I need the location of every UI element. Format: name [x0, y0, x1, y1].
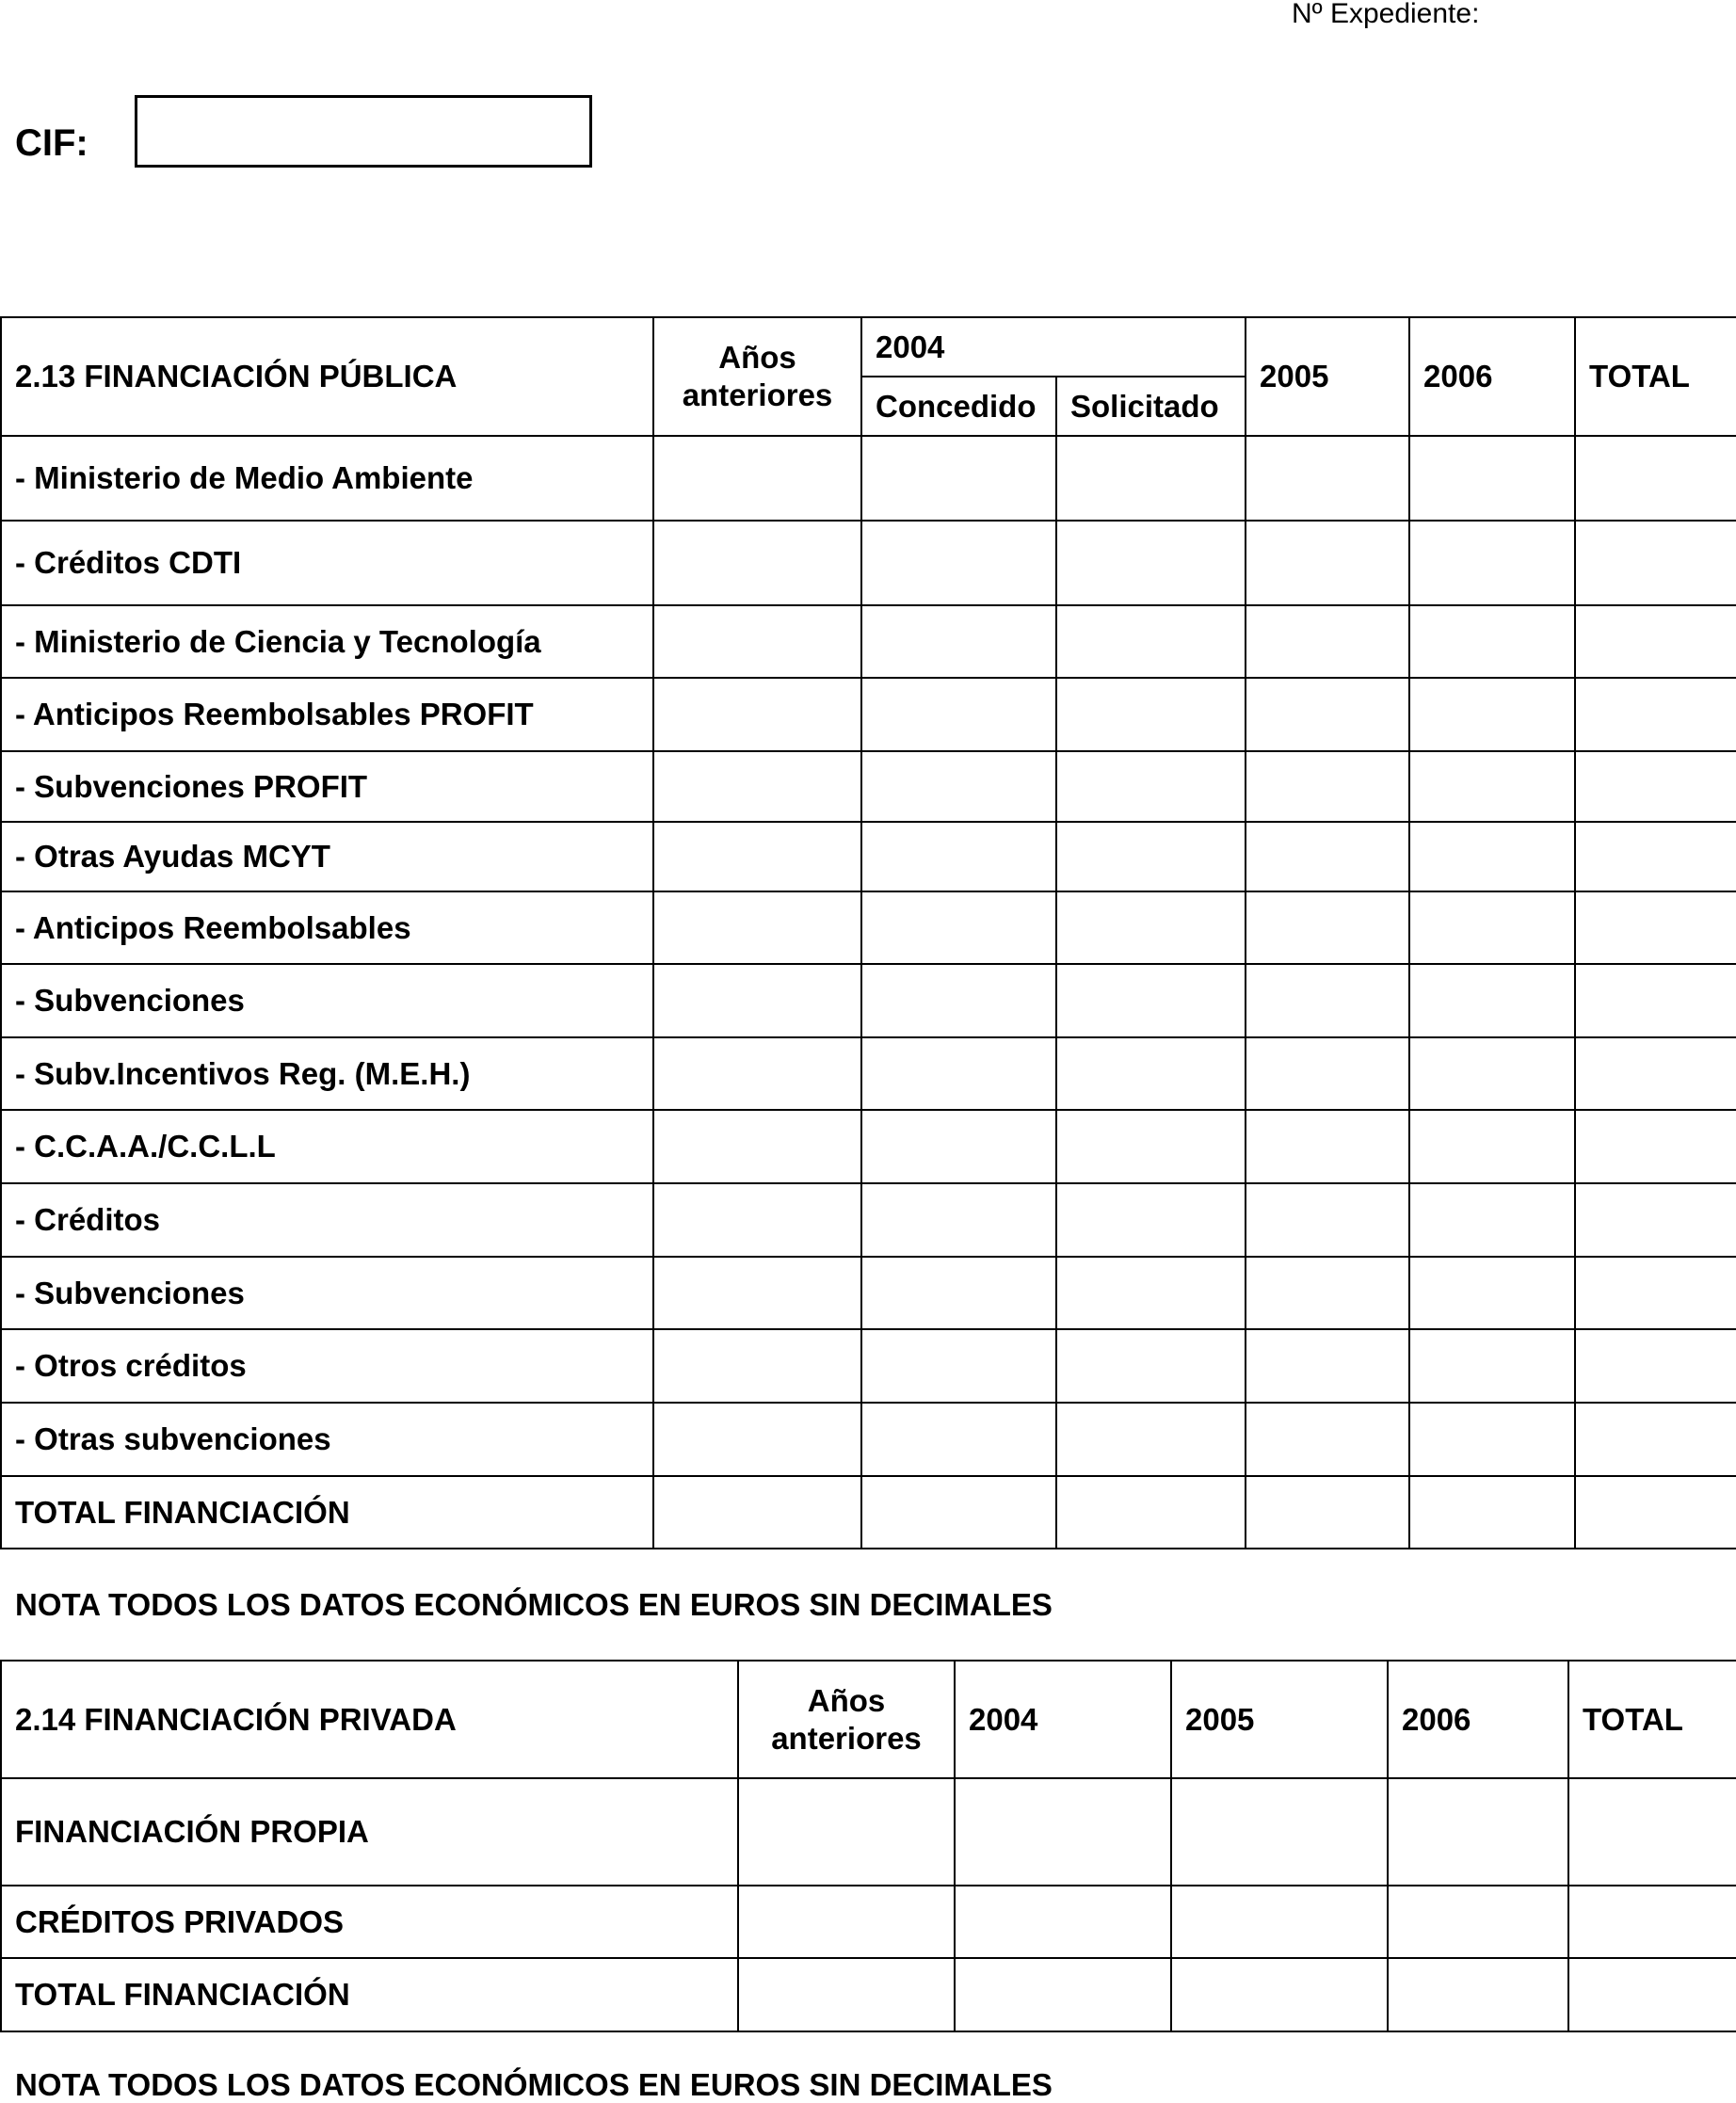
- table-row: [1, 436, 1736, 521]
- nota-euros: NOTA TODOS LOS DATOS ECONÓMICOS EN EUROS SIN DECIMALES: [15, 2067, 1053, 2102]
- amount-input[interactable]: [1409, 964, 1575, 1037]
- amount-input[interactable]: [1056, 1110, 1246, 1183]
- amount-input[interactable]: [1246, 521, 1409, 605]
- amount-input[interactable]: [1575, 605, 1736, 678]
- amount-input[interactable]: [1409, 1183, 1575, 1257]
- amount-input[interactable]: [1575, 1110, 1736, 1183]
- amount-input[interactable]: [1575, 1183, 1736, 1257]
- table-row: [1, 1257, 1736, 1329]
- amount-input[interactable]: [653, 822, 861, 891]
- nota-euros: NOTA TODOS LOS DATOS ECONÓMICOS EN EUROS SIN DECIMALES: [15, 1587, 1053, 1622]
- amount-input[interactable]: [653, 751, 861, 822]
- amount-input[interactable]: [1056, 1183, 1246, 1257]
- amount-input[interactable]: [1388, 1778, 1568, 1886]
- row-label: - Créditos CDTI: [1, 521, 653, 605]
- amount-input[interactable]: [653, 964, 861, 1037]
- amount-input[interactable]: [1171, 1778, 1388, 1886]
- table-row: [1, 891, 1736, 964]
- table-row: [1, 521, 1736, 605]
- amount-input[interactable]: [1575, 1037, 1736, 1110]
- amount-input[interactable]: [1575, 891, 1736, 964]
- privada-title: 2.14 FINANCIACIÓN PRIVADA: [1, 1661, 738, 1778]
- amount-input[interactable]: [1056, 1257, 1246, 1329]
- amount-input[interactable]: [1575, 1476, 1736, 1549]
- amount-input[interactable]: [861, 678, 1056, 751]
- amount-input[interactable]: [861, 1110, 1056, 1183]
- table-row: [1, 822, 1736, 891]
- amount-input[interactable]: [1056, 1403, 1246, 1476]
- amount-input[interactable]: [1575, 436, 1736, 521]
- amount-input[interactable]: [861, 1329, 1056, 1403]
- amount-input[interactable]: [1246, 1037, 1409, 1110]
- table-row: [1, 1110, 1736, 1183]
- table-row: [1, 1886, 1736, 1958]
- amount-input[interactable]: [1056, 678, 1246, 751]
- amount-input[interactable]: [1246, 1403, 1409, 1476]
- amount-input[interactable]: [1568, 1778, 1736, 1886]
- row-label: - Subvenciones: [1, 964, 653, 1037]
- amount-input[interactable]: [1246, 605, 1409, 678]
- amount-input[interactable]: [1409, 1476, 1575, 1549]
- row-label: - Otros créditos: [1, 1329, 653, 1403]
- amount-input[interactable]: [653, 1110, 861, 1183]
- amount-input[interactable]: [1409, 678, 1575, 751]
- row-label: - Otras subvenciones: [1, 1403, 653, 1476]
- amount-input[interactable]: [1409, 605, 1575, 678]
- amount-input[interactable]: [1056, 436, 1246, 521]
- table-row: [1, 1329, 1736, 1403]
- amount-input[interactable]: [653, 521, 861, 605]
- amount-input[interactable]: [861, 605, 1056, 678]
- amount-input[interactable]: [1056, 1037, 1246, 1110]
- row-label: - Subvenciones: [1, 1257, 653, 1329]
- amount-input[interactable]: [653, 1037, 861, 1110]
- row-label: - Subvenciones PROFIT: [1, 751, 653, 822]
- amount-input[interactable]: [738, 1778, 955, 1886]
- expediente-label: Nº Expediente:: [1292, 0, 1480, 29]
- col-header-2004: 2004: [861, 317, 1246, 377]
- row-label: - Ministerio de Medio Ambiente: [1, 436, 653, 521]
- row-label: TOTAL FINANCIACIÓN: [1, 1958, 738, 2031]
- amount-input[interactable]: [861, 964, 1056, 1037]
- row-label: TOTAL FINANCIACIÓN: [1, 1476, 653, 1549]
- col-header-concedido: Concedido: [861, 377, 1056, 436]
- amount-input[interactable]: [861, 1183, 1056, 1257]
- amount-input[interactable]: [1568, 1886, 1736, 1958]
- table-row: [1, 678, 1736, 751]
- amount-input[interactable]: [861, 1257, 1056, 1329]
- col-header-total: TOTAL: [1568, 1661, 1736, 1778]
- col-header-2005: 2005: [1171, 1661, 1388, 1778]
- amount-input[interactable]: [1171, 1958, 1388, 2031]
- table-row: [1, 1958, 1736, 2031]
- row-label: - Anticipos Reembolsables: [1, 891, 653, 964]
- amount-input[interactable]: [1246, 1257, 1409, 1329]
- amount-input[interactable]: [738, 1886, 955, 1958]
- cif-input[interactable]: [135, 95, 592, 168]
- amount-input[interactable]: [1409, 1110, 1575, 1183]
- amount-input[interactable]: [1575, 1329, 1736, 1403]
- amount-input[interactable]: [1246, 964, 1409, 1037]
- amount-input[interactable]: [861, 1037, 1056, 1110]
- amount-input[interactable]: [1409, 436, 1575, 521]
- table-row: [1, 1778, 1736, 1886]
- amount-input[interactable]: [653, 678, 861, 751]
- table-row: [1, 1476, 1736, 1549]
- amount-input[interactable]: [1409, 521, 1575, 605]
- amount-input[interactable]: [653, 1257, 861, 1329]
- amount-input[interactable]: [1409, 1329, 1575, 1403]
- amount-input[interactable]: [1056, 1476, 1246, 1549]
- amount-input[interactable]: [1246, 1183, 1409, 1257]
- amount-input[interactable]: [1575, 822, 1736, 891]
- amount-input[interactable]: [1575, 1257, 1736, 1329]
- amount-input[interactable]: [1246, 1329, 1409, 1403]
- row-label: - Subv.Incentivos Reg. (M.E.H.): [1, 1037, 653, 1110]
- amount-input[interactable]: [861, 436, 1056, 521]
- amount-input[interactable]: [861, 751, 1056, 822]
- row-label: - C.C.A.A./C.C.L.L: [1, 1110, 653, 1183]
- amount-input[interactable]: [1568, 1958, 1736, 2031]
- cif-label: CIF:: [15, 122, 88, 164]
- amount-input[interactable]: [1246, 822, 1409, 891]
- publica-title: 2.13 FINANCIACIÓN PÚBLICA: [1, 317, 653, 436]
- amount-input[interactable]: [1056, 891, 1246, 964]
- row-label: - Créditos: [1, 1183, 653, 1257]
- amount-input[interactable]: [1246, 891, 1409, 964]
- amount-input[interactable]: [738, 1958, 955, 2031]
- amount-input[interactable]: [1575, 678, 1736, 751]
- amount-input[interactable]: [955, 1886, 1171, 1958]
- amount-input[interactable]: [653, 436, 861, 521]
- amount-input[interactable]: [653, 1403, 861, 1476]
- financiacion-privada-table: [0, 1660, 1736, 2032]
- amount-input[interactable]: [1409, 1403, 1575, 1476]
- amount-input[interactable]: [1409, 1037, 1575, 1110]
- amount-input[interactable]: [1056, 822, 1246, 891]
- table-row: [1, 605, 1736, 678]
- amount-input[interactable]: [1388, 1886, 1568, 1958]
- table-row: [1, 964, 1736, 1037]
- amount-input[interactable]: [1575, 521, 1736, 605]
- row-label: - Otras Ayudas MCYT: [1, 822, 653, 891]
- table-row: [1, 1403, 1736, 1476]
- privada-rows: [1, 1778, 1736, 2031]
- table-row: [1, 1037, 1736, 1110]
- row-label: - Anticipos Reembolsables PROFIT: [1, 678, 653, 751]
- amount-input[interactable]: [1409, 1257, 1575, 1329]
- amount-input[interactable]: [1246, 751, 1409, 822]
- amount-input[interactable]: [861, 891, 1056, 964]
- col-header-anos-anteriores: Años anteriores: [738, 1661, 955, 1778]
- amount-input[interactable]: [653, 1476, 861, 1549]
- amount-input[interactable]: [1246, 1110, 1409, 1183]
- amount-input[interactable]: [1409, 751, 1575, 822]
- amount-input[interactable]: [955, 1778, 1171, 1886]
- amount-input[interactable]: [861, 521, 1056, 605]
- row-label: FINANCIACIÓN PROPIA: [1, 1778, 738, 1886]
- amount-input[interactable]: [653, 605, 861, 678]
- col-header-2004: 2004: [955, 1661, 1171, 1778]
- amount-input[interactable]: [1409, 822, 1575, 891]
- amount-input[interactable]: [1171, 1886, 1388, 1958]
- amount-input[interactable]: [861, 822, 1056, 891]
- col-header-2005: 2005: [1246, 317, 1409, 436]
- amount-input[interactable]: [861, 1403, 1056, 1476]
- financiacion-publica-table: [0, 316, 1736, 1549]
- amount-input[interactable]: [1388, 1958, 1568, 2031]
- amount-input[interactable]: [1575, 1403, 1736, 1476]
- col-header-anos-anteriores: Años anteriores: [653, 317, 861, 436]
- amount-input[interactable]: [1409, 891, 1575, 964]
- amount-input[interactable]: [861, 1476, 1056, 1549]
- amount-input[interactable]: [1056, 605, 1246, 678]
- amount-input[interactable]: [653, 891, 861, 964]
- table-row: [1, 1183, 1736, 1257]
- amount-input[interactable]: [1246, 1476, 1409, 1549]
- publica-rows: [1, 436, 1736, 1549]
- col-header-solicitado: Solicitado: [1056, 377, 1246, 436]
- row-label: - Ministerio de Ciencia y Tecnología: [1, 605, 653, 678]
- table-row: [1, 751, 1736, 822]
- amount-input[interactable]: [1056, 521, 1246, 605]
- amount-input[interactable]: [1246, 678, 1409, 751]
- amount-input[interactable]: [1575, 964, 1736, 1037]
- amount-input[interactable]: [1575, 751, 1736, 822]
- amount-input[interactable]: [1056, 1329, 1246, 1403]
- amount-input[interactable]: [653, 1183, 861, 1257]
- row-label: CRÉDITOS PRIVADOS: [1, 1886, 738, 1958]
- col-header-2006: 2006: [1409, 317, 1575, 436]
- amount-input[interactable]: [1056, 751, 1246, 822]
- amount-input[interactable]: [653, 1329, 861, 1403]
- amount-input[interactable]: [955, 1958, 1171, 2031]
- col-header-total: TOTAL: [1575, 317, 1736, 436]
- amount-input[interactable]: [1246, 436, 1409, 521]
- amount-input[interactable]: [1056, 964, 1246, 1037]
- col-header-2006: 2006: [1388, 1661, 1568, 1778]
